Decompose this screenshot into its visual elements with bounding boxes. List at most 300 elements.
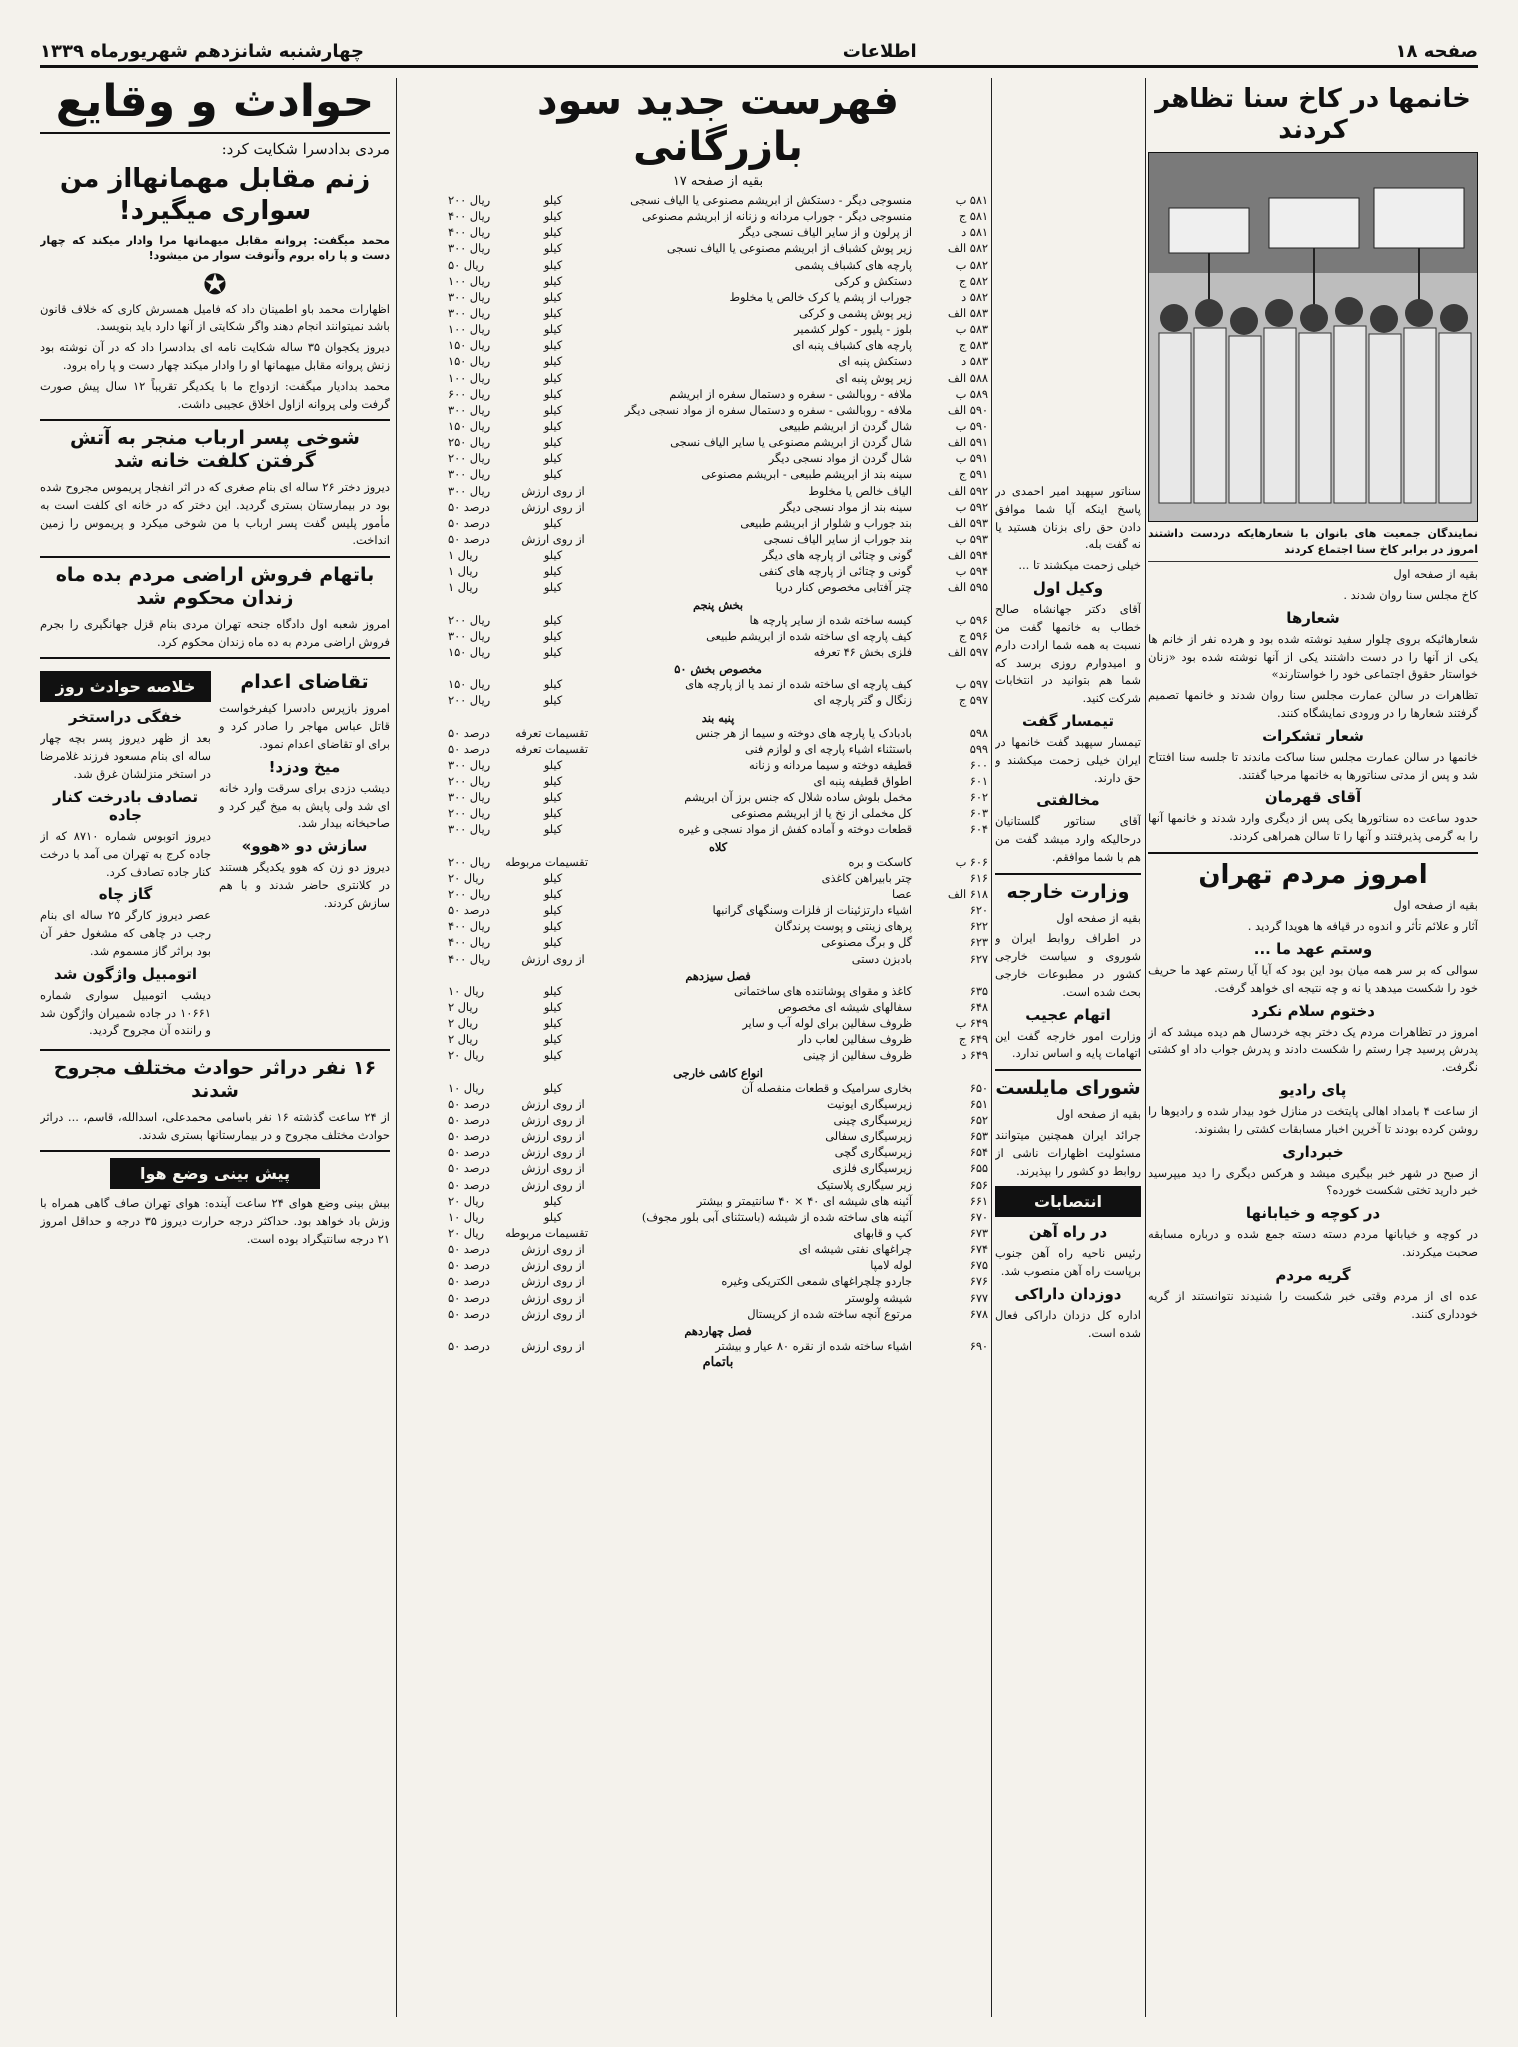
tariff-rate: ۵۰ درصد — [448, 1146, 490, 1160]
item-title: اتومبیل واژگون شد — [54, 964, 197, 983]
story-headline: سازش دو «هوو» — [241, 837, 368, 856]
tariff-desc: ظروف سفالین لعاب دار — [798, 1033, 912, 1047]
tariff-unit: تقسیمات مربوطه — [505, 855, 588, 869]
tariff-unit: از روی ارزش — [521, 1307, 585, 1321]
tariff-code: ۵۸۳ الف — [947, 306, 988, 320]
tariff-rate: ۱ ریال — [448, 565, 478, 579]
tariff-desc: چتر آفتابی مخصوص کنار دریا — [775, 581, 912, 595]
tariff-rate: ۲۵۰ ریال — [448, 436, 491, 450]
tariff-code: ۶۱۶ — [969, 871, 988, 885]
tariff-row — [448, 274, 988, 290]
article-paragraph: بقیه از صفحه اول — [1393, 898, 1478, 913]
issue-date: چهارشنبه شانزدهم شهریورماه ۱۳۳۹ — [40, 41, 365, 62]
tariff-row — [448, 306, 988, 322]
article-paragraph: حدود ساعت ده سناتورها یکی پس از دیگری وارد شدند و خانمها آنها را به گرمی پذیرفتند و آنها را تا سالن همراهی کردند. — [1148, 811, 1478, 844]
tariff-rate: ۳۰۰ ریال — [448, 823, 491, 837]
tariff-desc: سفالهای شیشه ای مخصوص — [778, 1001, 912, 1015]
tariff-rate: ۲۰۰ ریال — [448, 194, 491, 207]
article-paragraph: محمد بدادیار میگفت: ازدواج ما با یکدیگر تقریباً ۱۲ سال پیش صورت گرفت ولی پروانه ازاول اخلاق عجیبی داشت. — [40, 378, 390, 411]
tariff-rate: ۳۰۰ ریال — [448, 403, 491, 417]
item-body: دیشب اتومبیل سواری شماره ۱۰۶۶۱ در جاده شمیران واژگون شد و راننده آن مجروح گردید. — [40, 987, 211, 1038]
tariff-desc: باستثناء اشیاء پارچه ای و لوازم فنی — [745, 742, 912, 756]
tariff-row — [448, 758, 988, 774]
tariff-rate: ۵۰ درصد — [448, 500, 490, 514]
tariff-rate: ۵۰ درصد — [448, 726, 490, 740]
tariff-rate: ۵۰ درصد — [448, 1162, 490, 1176]
tariff-desc: بلوز - پلیور - کولر کشمیر — [794, 323, 912, 337]
tariff-code: ۵۹۰ الف — [947, 403, 988, 417]
tariff-row — [448, 726, 988, 742]
tariff-unit: کیلو — [543, 629, 563, 643]
tariff-code: ۶۰۱ — [969, 775, 988, 789]
tariff-row — [448, 500, 988, 516]
tariff-unit: از روی ارزش — [521, 500, 585, 514]
section-label: انواع کاشی خارجی — [673, 1065, 763, 1080]
article-paragraph: دیروز دختر ۲۶ ساله ای بنام صغری که در اثر انفجار پریموس مجروح شده بود در بیمارستان بستری گردید. این دختر که در خانه ای کلفت است به مأمور پلیس گفت پسر ارباب با من شوخی میکرد و پریموس را زمین انداخت. — [40, 480, 390, 548]
tariff-code: ۵۸۸ الف — [947, 371, 988, 385]
tariff-rate: ۳۰۰ ریال — [448, 791, 491, 805]
tariff-rate: ۲ ریال — [448, 1001, 478, 1015]
right-column — [1148, 78, 1478, 2017]
article-paragraph: عده ای از مردم وقتی خبر شکست را شنیدند نتوانستند از گریه خودداری کنند. — [1148, 1288, 1478, 1321]
tariff-rate: ۳۰۰ ریال — [448, 290, 491, 304]
tariff-desc: کاسکت و بره — [848, 855, 912, 869]
photo-illustration — [1149, 153, 1478, 522]
tariff-rate: ۲۰۰ ریال — [448, 807, 491, 821]
tariff-desc: پارچه های کشباف پشمی — [794, 258, 912, 272]
tariff-desc: آئینه های ساخته شده از شیشه (باستثنای آبی بلور مجوف) — [641, 1210, 912, 1224]
tariff-unit: کیلو — [543, 1017, 563, 1031]
tariff-unit: کیلو — [543, 306, 563, 320]
tariff-row — [448, 419, 988, 435]
tariff-code: ۶۲۲ — [969, 920, 988, 934]
tariff-row — [448, 1097, 988, 1113]
tariff-desc: سینه بند از مواد نسجی دیگر — [779, 500, 912, 514]
tariff-unit: تقسیمات تعرفه — [515, 726, 588, 740]
article-paragraph: اظهارات محمد باو اطمینان داد که فامیل همسرش کاری که خلاف قانون باشد نمیتوانند انجام دهند واگر شکایتی از آنها دارد باید بنویسد. — [40, 301, 390, 334]
column-rule — [991, 78, 992, 2017]
tariff-unit: کیلو — [543, 403, 563, 417]
article-paragraph: خانمها در سالن عمارت مجلس سنا ساکت ماندند تا جلسه سنا افتتاح شد و پس از مدتی سناتورها به خانمها مرحبا گفتند. — [1148, 749, 1478, 782]
article-paragraph: وزارت امور خارجه گفت این اتهامات پایه و اساس ندارد. — [995, 1028, 1141, 1061]
tariff-code: ۶۵۱ — [969, 1097, 988, 1111]
tariff-desc: عصا — [892, 888, 912, 902]
section-title: حوادث و وقایع — [55, 78, 375, 127]
tariff-unit: از روی ارزش — [521, 1146, 585, 1160]
subhead: تیمسار گفت — [1022, 711, 1114, 730]
article-headline: وزارت خارجه — [1006, 880, 1130, 903]
tariff-desc: بند جوراب و شلوار از ابریشم طبیعی — [740, 516, 912, 530]
tariff-unit: کیلو — [543, 1081, 563, 1095]
tariff-row — [448, 387, 988, 403]
tariff-rate: ۵۰ درصد — [448, 742, 490, 756]
tariff-code: ۵۸۱ ج — [958, 210, 988, 224]
story-deck: محمد میگفت: پروانه مقابل میهمانها مرا وادار میکند که چهار دست و پا راه بروم وآنوقت سوار من میشود! — [40, 233, 390, 263]
article-paragraph: در اطراف روابط ایران و شوروی و سیاست خارجی کشور در مطبوعات خارجی بحث شده است. — [995, 931, 1141, 999]
tariff-section-heading — [448, 1065, 988, 1081]
tariff-unit: کیلو — [543, 516, 563, 530]
article-paragraph: تظاهرات در سالن عمارت مجلس سنا روان شدند و خانمها تصمیم گرفتند شعارها را در ورودی نمایشگاه کنند. — [1148, 688, 1478, 721]
article-paragraph: در کوچه و خیابانها مردم دسته دسته جمع شده و درباره مسابقه صحبت میکردند. — [1148, 1227, 1478, 1260]
tariff-unit: از روی ارزش — [521, 1162, 585, 1176]
tariff-rate: ۳۰۰ ریال — [448, 242, 491, 256]
tariff-desc: کاغذ و مقوای پوشاننده های ساختمانی — [733, 984, 912, 998]
tariff-rate: ۱ ریال — [448, 549, 478, 563]
tariff-code: ۶۶۱ — [969, 1194, 988, 1208]
tariff-row — [448, 984, 988, 1000]
tariff-desc: دستکش پنبه ای — [838, 355, 912, 369]
section-label: پنبه بند — [701, 710, 735, 725]
tariff-unit: کیلو — [543, 1001, 563, 1015]
tariff-code: ۵۹۸ — [969, 726, 988, 740]
tariff-rate: ۶۰۰ ریال — [448, 387, 491, 401]
tariff-desc: ملافه - روبالشی - سفره و دستمال سفره از ابریشم — [669, 387, 912, 401]
tariff-desc: سینه بند از ابریشم طبیعی - ابریشم مصنوعی — [701, 468, 912, 482]
tariff-row — [448, 548, 988, 564]
tariff-desc: زیر سیگاری پلاستیک — [816, 1178, 912, 1192]
tariff-code: ۵۹۲ ب — [955, 500, 988, 514]
tariff-code: ۶۷۵ — [969, 1259, 988, 1273]
tariff-desc: قطیفه دوخته و سیما مردانه و زنانه — [749, 758, 912, 772]
tariff-desc: جاردو چلچراغهای شمعی الکتریکی وغیره — [721, 1275, 912, 1289]
tariff-desc: زیر پوش پشمی و کرکی — [799, 306, 912, 320]
tariff-code: ۶۷۶ — [969, 1275, 988, 1289]
tariff-unit: از روی ارزش — [521, 532, 585, 546]
tariff-rate: ۳۰۰ ریال — [448, 758, 491, 772]
article-paragraph: آثار و علائم تأثر و اندوه در قیافه ها هویدا گردید . — [1247, 919, 1478, 934]
tariff-code: ۵۹۲ الف — [947, 484, 988, 498]
tariff-unit: کیلو — [543, 1033, 563, 1047]
tariff-desc: چتر بابیراهن کاغذی — [821, 871, 912, 885]
tariff-code: ۵۸۳ ج — [958, 339, 988, 353]
tariff-row — [448, 613, 988, 629]
tariff-desc: زیرسیگاری چینی — [833, 1114, 912, 1128]
tariff-unit: کیلو — [543, 452, 563, 466]
tariff-rate: ۵۰ درصد — [448, 1130, 490, 1144]
tariff-unit: کیلو — [543, 1049, 563, 1063]
tariff-row — [448, 193, 988, 209]
tariff-code: ۵۸۹ ب — [955, 387, 988, 401]
tariff-desc: اشیاء دارتزئینات از فلزات وسنگهای گرانبها — [712, 904, 912, 918]
star-icon: ✪ — [203, 267, 227, 301]
tariff-code: ۵۹۱ ج — [958, 468, 988, 482]
tariff-unit: از روی ارزش — [521, 1114, 585, 1128]
tariff-rate: ۱۵۰ ریال — [448, 419, 491, 433]
tariff-unit: کیلو — [543, 242, 563, 256]
tariff-table — [448, 193, 988, 1355]
tariff-code: ۶۴۸ — [969, 1001, 988, 1015]
story-headline: باتهام فروش اراضی مردم بده ماه زندان محکوم شد — [55, 564, 375, 610]
tariff-code: ۶۵۵ — [969, 1162, 988, 1176]
tariff-desc: گل و برگ مصنوعی — [821, 936, 912, 950]
tariff-row — [448, 645, 988, 661]
tariff-row — [448, 338, 988, 354]
tariff-rate: ۲۰۰ ریال — [448, 613, 491, 627]
article-paragraph: امروز شعبه اول دادگاه جنحه تهران مردی بنام قزل جهانگیری را بجرم فروش اراضی مردم به ده ماه زندان محکوم کرد. — [40, 616, 390, 649]
masthead — [40, 38, 1478, 68]
tariff-desc: لوله لامپا — [870, 1259, 912, 1273]
tariff-desc: زیر پوش کشباف از ابریشم مصنوعی یا الیاف نسجی — [666, 242, 912, 256]
tariff-section-heading — [448, 839, 988, 855]
tariff-code: ۵۹۱ الف — [947, 436, 988, 450]
story-headline: ۱۶ نفر دراثر حوادث مختلف مجروح شدند — [53, 1057, 377, 1103]
tariff-rate: ۱۰۰ ریال — [448, 323, 491, 337]
tariff-row — [448, 887, 988, 903]
tariff-unit: کیلو — [543, 355, 563, 369]
tariff-code: ۶۰۰ — [969, 758, 988, 772]
tariff-unit: از روی ارزش — [521, 1259, 585, 1273]
tariff-rate: ۴۰۰ ریال — [448, 952, 491, 966]
subhead: وستم عهد ما ... — [1253, 939, 1373, 958]
section-label: کلاه — [708, 839, 728, 854]
item-title: خفگی دراستخر — [68, 708, 183, 727]
tariff-row — [448, 1161, 988, 1177]
tariff-rate: ۱۰ ریال — [448, 984, 484, 998]
article-paragraph: سناتور سپهبد امیر احمدی در پاسخ اینکه آیا شما موافق دادن حق رای بزنان هستید یا نه گفت بله. — [995, 484, 1141, 552]
article-paragraph: از ساعت ۴ بامداد اهالی پایتخت در منازل خود بیدار شده و رادیوها را روشن کرده بودند تا آخرین اخبار مسابقات کشتی را بشنوند. — [1148, 1103, 1478, 1136]
article-paragraph: اداره کل دزدان داراکی فعال شده است. — [995, 1307, 1141, 1340]
tariff-code: ۵۹۱ ب — [955, 452, 988, 466]
tariff-rate: ۵۰ درصد — [448, 1275, 490, 1289]
tariff-code: ۵۹۵ الف — [947, 581, 988, 595]
tariff-desc: زیرسیگاری گچی — [834, 1146, 912, 1160]
tariff-unit: کیلو — [543, 565, 563, 579]
tariff-row — [448, 322, 988, 338]
tariff-desc: بادبزن دستی — [851, 952, 912, 966]
tariff-desc: فلزی بخش ۴۶ تعرفه — [813, 645, 912, 659]
tariff-rate: ۵۰ درصد — [448, 1097, 490, 1111]
tariff-row — [448, 742, 988, 758]
tariff-desc: قطعات دوخته و آماده کفش از مواد نسجی و غیره — [678, 823, 912, 837]
item-body: عصر دیروز کارگر ۲۵ ساله ای بنام رجب در چاهی که مشغول حفر آن بود براثر گاز مسموم شد. — [40, 908, 211, 958]
tariff-rate: ۲۰۰ ریال — [448, 775, 491, 789]
tariff-code: ۶۵۰ — [969, 1081, 988, 1095]
tariff-desc: ملافه - روبالشی - سفره و دستمال سفره از مواد نسجی دیگر — [624, 403, 912, 417]
tariff-rate: ۱۵۰ ریال — [448, 645, 491, 659]
tariff-desc: شال گردن از ابریشم مصنوعی یا سایر الیاف نسجی — [670, 436, 912, 450]
tariff-desc: گونی و چتائی از پارچه های دیگر — [762, 549, 912, 563]
article-paragraph: سوالی که بر سر همه میان بود این بود که آیا آیا رستم عهد ما حریف خود را شکست میدهد یا نه و چه نتیجه ای خواهد گرفت. — [1148, 962, 1478, 995]
tariff-row — [448, 1307, 988, 1323]
tariff-section-heading — [448, 710, 988, 726]
tariff-row — [448, 1145, 988, 1161]
tariff-rate: ۲ ریال — [448, 1033, 478, 1047]
subhead: دختوم سلام نکرد — [1251, 1001, 1375, 1020]
tariff-unit: کیلو — [543, 1194, 563, 1208]
tariff-rate: ۲۰۰ ریال — [448, 855, 491, 869]
tariff-row — [448, 564, 988, 580]
tariff-row — [448, 677, 988, 693]
tariff-code: ۶۰۶ ب — [955, 855, 988, 869]
tariff-code: ۵۹۷ ب — [955, 678, 988, 692]
tariff-desc: زیرسیگاری سفالی — [825, 1130, 912, 1144]
tariff-row — [448, 1032, 988, 1048]
tariff-unit: کیلو — [543, 888, 563, 902]
story-headline: زنم مقابل مهمانهااز من سواری میگیرد! — [59, 164, 371, 226]
tariff-row — [448, 774, 988, 790]
tariff-row — [448, 1258, 988, 1274]
tariff-row — [448, 1081, 988, 1097]
photo-headline: خانمها در کاخ سنا تظاهر کردند — [1155, 84, 1471, 146]
tariff-desc: مرتوع آنچه ساخته شده از کریستال — [747, 1307, 912, 1321]
tariff-rate: ۱ ریال — [448, 581, 478, 595]
tariff-code: ۵۸۳ ب — [955, 323, 988, 337]
item-body: دیروز اتوبوس شماره ۸۷۱۰ که از جاده کرج به تهران می آمد با درخت کنار جاده تصادف کرد. — [40, 828, 212, 879]
article-paragraph: خیلی زحمت میکشند تا ... — [1018, 558, 1141, 573]
subhead: آقای قهرمان — [1264, 788, 1362, 807]
tariff-rate: ۵۰ ریال — [448, 258, 484, 272]
story-headline: شوخی پسر ارباب منجر به آتش گرفتن کلفت خانه شد — [70, 427, 360, 473]
tariff-row — [448, 1242, 988, 1258]
tariff-unit: کیلو — [543, 871, 563, 885]
tariff-rate: ۵۰ درصد — [448, 1259, 490, 1273]
tariff-unit: کیلو — [543, 694, 563, 708]
tariff-desc: آئینه های شیشه ای ۴۰ × ۴۰ سانتیمتر و بیشتر — [696, 1194, 912, 1208]
tariff-row — [448, 629, 988, 645]
tariff-row — [448, 871, 988, 887]
tariff-desc: دستکش و کرکی — [834, 274, 912, 288]
tariff-row — [448, 435, 988, 451]
tariff-row — [448, 258, 988, 274]
article-paragraph: تیمسار سپهبد گفت خانمها در ایران خیلی زحمت میکشند و حق دارند. — [995, 734, 1141, 785]
tariff-code: ۵۹۷ ج — [958, 694, 988, 708]
section-label: فصل سیزدهم — [685, 968, 751, 983]
tariff-code: ۵۹۴ ب — [955, 565, 988, 579]
tariff-row — [448, 467, 988, 483]
tariff-row — [448, 403, 988, 419]
tariff-rate: ۴۰۰ ریال — [448, 226, 491, 240]
tariff-desc: مخمل بلوش ساده شلال که جنس برز آن ابریشم — [684, 791, 912, 805]
article-paragraph: از صبح در شهر خبر بیگیری میشد و هرکس دیگری را دید میپرسید خبر دارید تختی شکست خورده؟ — [1148, 1165, 1478, 1198]
article-paragraph: دیروز دو زن که هوو یکدیگر هستند در کلانتری حاضر شدند و با هم سازش کردند. — [219, 860, 390, 910]
tariff-desc: پرهای زینتی و پوست پرندگان — [774, 920, 912, 934]
summary-box: خلاصه حوادث روز — [40, 671, 211, 702]
tariff-rate: ۳۰۰ ریال — [448, 629, 491, 643]
tariff-desc: جوراب از پشم یا کرک خالص یا مخلوط — [729, 290, 912, 304]
tariff-row — [448, 790, 988, 806]
tariff-row — [448, 1016, 988, 1032]
tariff-rate: ۲۰۰ ریال — [448, 888, 491, 902]
tariff-desc: منسوجی دیگر - جوراب مردانه و زنانه از ابریشم مصنوعی — [641, 210, 912, 224]
article-paragraph: دیروز یکجوان ۳۵ ساله شکایت نامه ای بدادسرا داد که در آن نوشته بود زنش پروانه مقابل میهمانها او را وادار میکند چهار دست و پا راه برود. — [40, 340, 390, 372]
article-paragraph: کاخ مجلس سنا روان شدند . — [1343, 587, 1478, 602]
photo-caption: نمایندگان جمعیت های بانوان با شعارهایکه دردست داشتند امروز در برابر کاخ سنا اجتماع کردند — [1148, 527, 1478, 556]
article-paragraph: از ۲۴ ساعت گذشته ۱۶ نفر باسامی محمدعلی، اسدالله، قاسم، ... دراثر حوادث مختلف مجروح و در بیمارستانها بستری شدند. — [40, 1109, 390, 1142]
section-label: فصل چهاردهم — [684, 1323, 752, 1338]
article-paragraph: شعارهائیکه بروی چلوار سفید نوشته شده بود و هرده نفر از خانم ها یکی از آنها را در دست داشتند یکی از آنها نوشته شده بود «زنان خواستار حقوق اجتماعی خود را خواستارند» — [1148, 631, 1478, 682]
tariff-code: ۶۷۳ — [969, 1227, 988, 1240]
tariff-row — [448, 516, 988, 532]
tariff-unit: کیلو — [543, 984, 563, 998]
tariff-row — [448, 209, 988, 225]
tariff-rate: ۵۰ درصد — [448, 1339, 490, 1353]
tariff-code: ۶۰۴ — [969, 823, 988, 837]
article-paragraph: جرائد ایران همچنین میتوانند مسئولیت اظهارات ناشی از روابط دو کشور را بپذیرند. — [995, 1127, 1141, 1178]
left-column — [40, 78, 390, 2017]
tariff-unit: کیلو — [543, 210, 563, 224]
tariff-row — [448, 935, 988, 951]
tariff-unit: کیلو — [543, 290, 563, 304]
tariff-row — [448, 693, 988, 709]
tariff-rate: ۵۰ درصد — [448, 516, 490, 530]
tariff-desc: گونی و چتائی از پارچه های کنفی — [758, 565, 912, 579]
tariff-desc: کیسه ساخته شده از سایر پارچه ها — [749, 613, 912, 627]
subhead: دوزدان داراکی — [1014, 1284, 1122, 1303]
tariff-unit: از روی ارزش — [521, 1178, 585, 1192]
tariff-rate: ۵۰ درصد — [448, 1114, 490, 1128]
subhead: در کوچه و خیابانها — [1245, 1204, 1381, 1223]
tariff-unit: کیلو — [543, 258, 563, 272]
subhead: در راه آهن — [1028, 1223, 1108, 1242]
tariff-unit: کیلو — [543, 613, 563, 627]
tariff-code: ۶۲۰ — [969, 904, 988, 918]
tariff-code: ۵۹۳ الف — [947, 516, 988, 530]
tariff-code: ۶۴۹ د — [961, 1049, 988, 1063]
tariff-desc: اطواق قطیفه پنبه ای — [813, 775, 912, 789]
right-column-2 — [995, 78, 1141, 2017]
tariff-unit: کیلو — [543, 645, 563, 659]
tariff-row — [448, 1339, 988, 1355]
item-title: گاز چاه — [98, 885, 153, 904]
tariff-row — [448, 806, 988, 822]
tariff-code: ۵۹۶ ب — [955, 613, 988, 627]
tariff-desc: اشیاء ساخته شده از نقره ۸۰ عیار و بیشتر — [715, 1339, 912, 1353]
tariff-unit: از روی ارزش — [521, 952, 585, 966]
tariff-row — [448, 855, 988, 871]
tariff-rate: ۱۰ ریال — [448, 1210, 484, 1224]
tariff-code: ۶۱۸ الف — [947, 888, 988, 902]
tariff-code: ۶۵۲ — [969, 1114, 988, 1128]
tariff-row — [448, 1113, 988, 1129]
tariff-row — [448, 290, 988, 306]
story-headline: میخ ودزد! — [268, 757, 341, 776]
item-body: بعد از ظهر دیروز پسر بچه چهار ساله ای بنام مسعود فرزند غلامرضا در استخر منزلشان غرق شد. — [40, 731, 211, 782]
tariff-unit: کیلو — [543, 758, 563, 772]
tariff-unit: کیلو — [543, 936, 563, 950]
tariff-code: ۶۲۳ — [969, 936, 988, 950]
tariff-desc: از پرلون و از سایر الیاف نسجی دیگر — [739, 226, 912, 240]
tariff-unit: از روی ارزش — [521, 1130, 585, 1144]
article-paragraph: امروز در تظاهرات مردم یک دختر بچه خردسال هم دیده میشد که از پدرش پرسید چرا رستم را شکست دادند و پدرش جواب داد او کشتی نگرفت. — [1148, 1024, 1478, 1075]
tariff-desc: بخاری سرامیک و قطعات منفصله آن — [741, 1081, 912, 1095]
tariff-rate: ۴۰۰ ریال — [448, 920, 491, 934]
tariff-section-heading — [448, 661, 988, 677]
tariff-row — [448, 1274, 988, 1290]
tariff-desc: شال گردن از مواد نسجی دیگر — [768, 452, 912, 466]
tariff-desc: ظروف سفالین برای لوله آب و سایر — [742, 1017, 912, 1031]
tariff-unit: از روی ارزش — [521, 484, 585, 498]
tariff-row — [448, 1000, 988, 1016]
tariff-unit: کیلو — [543, 371, 563, 385]
tariff-unit: کیلو — [543, 1210, 563, 1224]
tariff-unit: کیلو — [543, 387, 563, 401]
tariff-rate: ۱۰۰ ریال — [448, 371, 491, 385]
tariff-rate: ۱۵۰ ریال — [448, 678, 491, 692]
story-headline: تقاضای اعدام — [240, 671, 369, 694]
tariff-rate: ۲۰ ریال — [448, 1194, 484, 1208]
tariff-row — [448, 354, 988, 370]
tariff-code: ۵۸۱ د — [961, 226, 988, 240]
article-paragraph: امروز بازپرس دادسرا کیفرخواست قاتل عباس مهاجر را صادر کرد و برای او تقاضای اعدام نمود. — [219, 701, 390, 751]
tariff-code: ۶۴۹ ب — [955, 1017, 988, 1031]
tariff-desc: چراغهای نفتی شیشه ای — [798, 1243, 912, 1257]
tariff-unit: تقسیمات تعرفه — [515, 742, 588, 756]
article-paragraph: بقیه از صفحه اول — [1393, 567, 1478, 582]
tariff-row — [448, 903, 988, 919]
tariff-rate: ۱۰۰ ریال — [448, 274, 491, 288]
tariff-row — [448, 1048, 988, 1064]
tariff-unit: کیلو — [543, 791, 563, 805]
